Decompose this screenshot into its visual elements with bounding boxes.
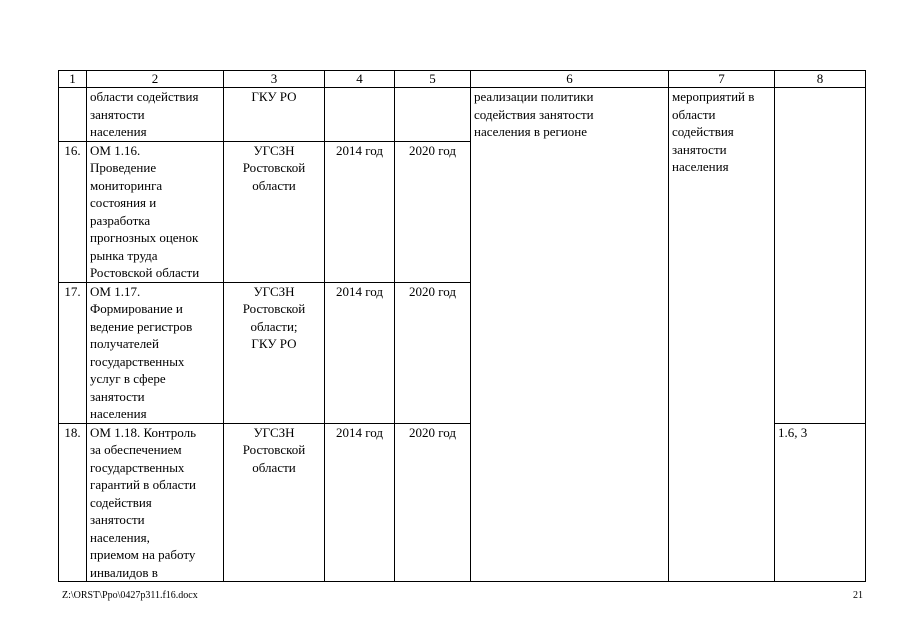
cell-expected-result: реализации политики содействия занятости населения в регионе [471,88,669,582]
row-number: 18. [59,423,87,582]
start-year: 2014 год [325,423,395,582]
executor: УГСЗН Ростовской области [224,423,325,582]
continuation-row [59,88,866,142]
header-col-3: 3 [224,71,325,88]
header-col-5: 5 [395,71,471,88]
start-year: 2014 год [325,141,395,282]
header-col-4: 4 [325,71,395,88]
row-number: 17. [59,282,87,423]
measure-name: ОМ 1.16. Проведение мониторинга состояния и разработка прогнозных оценок рынка труда Ростовской области [87,141,224,282]
header-col-7: 7 [669,71,775,88]
cell-consequences: мероприятий в области содействия занятости населения [669,88,775,582]
measure-name: ОМ 1.17. Формирование и ведение регистров получателей государственных услуг в сфере занятости населения [87,282,224,423]
footer-file-path: Z:\ORST\Ppo\0427p311.f16.docx [62,590,198,601]
executor: УГСЗН Ростовской области [224,141,325,282]
end-year: 2020 год [395,423,471,582]
cell-measure-name: области содействия занятости населения [87,88,224,142]
header-col-8: 8 [775,71,866,88]
header-row [59,71,866,88]
measure-name: ОМ 1.18. Контроль за обеспечением государственных гарантий в области содействия занятости населения, приемом на работу инвалидов в [87,423,224,582]
indicator-links: 1.6, 3 [775,423,866,582]
cell-start [325,88,395,142]
header-col-6: 6 [471,71,669,88]
header-col-2: 2 [87,71,224,88]
start-year: 2014 год [325,282,395,423]
header-col-1: 1 [59,71,87,88]
row-number: 16. [59,141,87,282]
cell-end [395,88,471,142]
cell-indicators [775,88,866,424]
program-table [58,70,866,582]
cell-num [59,88,87,142]
footer-page-number: 21 [853,590,863,601]
end-year: 2020 год [395,141,471,282]
cell-executor: ГКУ РО [224,88,325,142]
executor: УГСЗН Ростовской области; ГКУ РО [224,282,325,423]
end-year: 2020 год [395,282,471,423]
